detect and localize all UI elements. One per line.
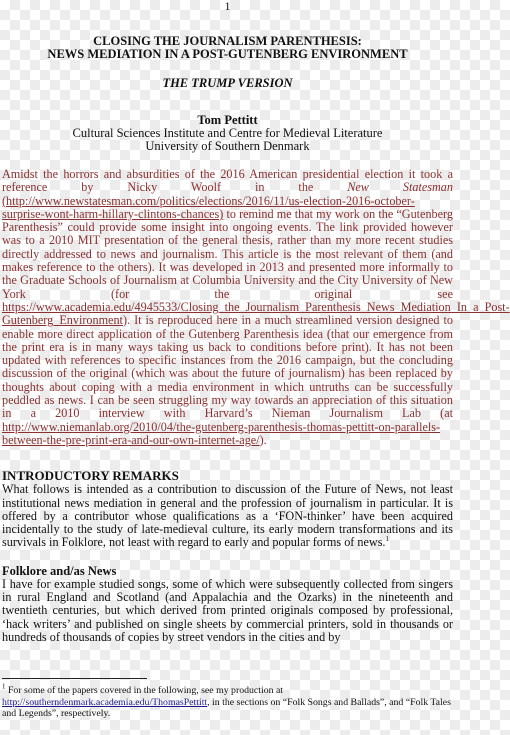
title-line-2: NEWS MEDIATION IN A POST-GUTENBERG ENVIRONMENT (47, 47, 408, 61)
abstract-text-2: to remind me that my work on the “Gutenberg Parenthesis” could provide some insight into ongoing events. The link provided however was to a 2010 MIT presentation of the general thesis, rather than my more recent studies directly addressed to news and journalism. This article is the most relevant of them (and makes reference to the others). It was developed in 2013 and presented more informally to the Graduate Schools of Journalism at Columbia University and the City University of New York (for the original see (2, 206, 453, 301)
abstract-text-4: ). (259, 432, 267, 447)
document-title (2, 35, 453, 61)
author-name: Tom Pettitt (197, 113, 258, 127)
abstract-link-niemanlab[interactable]: http://www.niemanlab.org/2010/04/the-gutenberg-parenthesis-thomas-pettitt-on-parallels-between-the-pre-print-era-and-our-own-internet-age/ (2, 419, 441, 447)
footnote-number: 1 (2, 682, 6, 691)
footnote-link-academia[interactable]: http://southerndenmark.academia.edu/ThomasPettitt (2, 696, 208, 708)
folklore-paragraph: I have for example studied songs, some of which were subsequently collected from singers in rural England and Scotland (and Appalachia and the Ozarks) in the nineteenth and twentieth centuries, but which derived from printed originals composed by professional, ‘hack writers’ and published on single sheets by commercial printers, sold in thousands or hundreds of thousands of copies by street vendors in the cities and by (2, 576, 453, 644)
abstract-italic-source: New Statesman (347, 180, 453, 195)
footnote (2, 682, 453, 720)
footnote-divider (2, 678, 147, 679)
abstract-paragraph (2, 167, 510, 447)
version-subtitle: THE TRUMP VERSION (162, 76, 293, 90)
abstract-text-3: ). It is reproduced here in a much streamlined version designed to enable more direct application of the Gutenberg Parenthesis idea (that our emergence from the print era is in many ways taking us back to conditions before print). It has not been updated with references to specific instances from the 2016 campaign, but the concluding discussion of the original (which was about the future of journalism) has been replaced by thoughts about coping with a media environment in which untruths can be successfully peddled as news. I can be seen struggling my way towards an appreciation of this situation in a 2010 interview with Harvard’s Nieman Journalism Lab (at (2, 313, 453, 421)
affiliation-line-2: University of Southern Denmark (145, 139, 310, 153)
abstract-link-academia[interactable]: https://www.academia.edu/4945533/Closing_the_Journalism_Parenthesis_News_Mediation_In_a_Post-Gutenberg_Environment (2, 299, 510, 328)
title-line-1: CLOSING THE JOURNALISM PARENTHESIS: (93, 34, 362, 48)
affiliation-line-1: Cultural Sciences Institute and Centre for Medieval Literature (72, 126, 383, 140)
abstract-text-1: Amidst the horrors and absurdities of the 2016 American presidential election it took a reference by Nicky Woolf in the (2, 167, 453, 195)
footnote-text-2: , in the sections on “Folk Songs and Ballads”, and “Folk Tales and Legends”, respectively. (2, 696, 451, 720)
intro-paragraph (2, 483, 453, 549)
intro-text: What follows is intended as a contribution to discussion of the Future of News, not least institutional news mediation in general and the profession of journalism in particular. It is offered by a contributor whose qualifications as a ‘FON-thinker’ have been acquired incidentally to the study of late-medieval culture, its early modern transformations and its survivals in Folklore, not least with regard to early and popular forms of news. (2, 482, 453, 550)
section-heading-folklore: Folklore and/as News (2, 563, 117, 578)
abstract-link-newstatesman[interactable]: (http://www.newstatesman.com/politics/elections/2016/11/us-election-2016-october-surprise-wont-harm-hillary-clintons-chances) (2, 193, 415, 221)
page-number: 1 (224, 0, 231, 13)
section-heading-introductory: INTRODUCTORY REMARKS (2, 468, 179, 484)
document-page (2, 0, 510, 720)
footnote-reference: 1 (385, 535, 389, 544)
footnote-text-1: For some of the papers covered in the following, see my production at (5, 685, 284, 697)
